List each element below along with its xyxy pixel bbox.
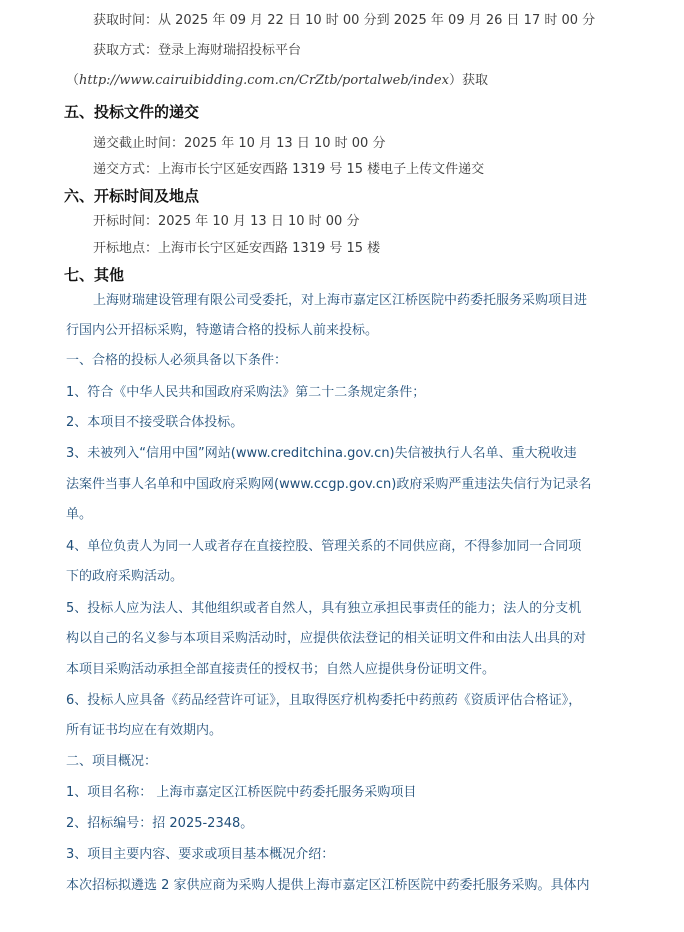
condition-6-line-2: 所有证书均应在有效期内。 <box>66 723 223 738</box>
project-name: 1、项目名称： 上海市嘉定区江桥医院中药委托服务采购项目 <box>66 785 417 800</box>
section-heading-other: 七、其他 <box>64 266 125 284</box>
tender-number: 2、招标编号：招 2025-2348。 <box>66 816 254 831</box>
condition-1: 1、符合《中华人民共和国政府采购法》第二十二条规定条件； <box>66 385 426 400</box>
condition-4-line-1: 4、单位负责人为同一人或者存在直接控股、管理关系的不同供应商，不得参加同一合同项 <box>66 539 582 554</box>
section-heading-opening: 六、开标时间及地点 <box>64 187 200 205</box>
condition-6-line-1: 6、投标人应具备《药品经营许可证》，且取得医疗机构委托中药煎药《资质评估合格证》， <box>66 693 582 708</box>
condition-5-line-2: 构以自己的名义参与本项目采购活动时，应提供依法登记的相关证明文件和由法人出具的对 <box>66 631 587 646</box>
condition-5-line-3: 本项目采购活动承担全部直接责任的授权书；自然人应提供身份证明文件。 <box>66 662 496 677</box>
condition-3-line-3: 单。 <box>66 507 93 522</box>
section-heading-submission: 五、投标文件的递交 <box>64 103 200 121</box>
condition-3-line-2: 法案件当事人名单和中国政府采购网(www.ccgp.gov.cn)政府采购严重违法失信行为记录名 <box>66 477 592 492</box>
submission-method: 递交方式：上海市长宁区延安西路 1319 号 15 楼电子上传文件递交 <box>93 162 485 177</box>
acquisition-url-line <box>66 72 488 90</box>
acquisition-method: 获取方式：登录上海财瑞招投标平台 <box>93 43 302 58</box>
intro-paragraph-line-2: 行国内公开招标采购，特邀请合格的投标人前来投标。 <box>66 323 379 338</box>
intro-paragraph-line-1: 上海财瑞建设管理有限公司受委托，对上海市嘉定区江桥医院中药委托服务采购项目进 <box>93 293 588 308</box>
condition-5-line-1: 5、投标人应为法人、其他组织或者自然人，具有独立承担民事责任的能力；法人的分支机 <box>66 601 582 616</box>
acquisition-time: 获取时间：从 2025 年 09 月 22 日 10 时 00 分到 2025 年 09 月 26 日 17 时 00 分 <box>93 13 596 28</box>
subsection-heading-overview: 二、项目概况： <box>66 754 158 769</box>
platform-url-link[interactable]: http://www.cairuibidding.com.cn/CrZtb/portalweb/index <box>79 73 449 88</box>
project-content-heading: 3、项目主要内容、要求或项目基本概况介绍： <box>66 847 335 862</box>
condition-4-line-2: 下的政府采购活动。 <box>66 569 184 584</box>
subsection-heading-qualifications: 一、合格的投标人必须具备以下条件： <box>66 353 288 368</box>
paren-open: （ <box>66 73 80 88</box>
condition-3-line-1: 3、未被列入“信用中国”网站(www.creditchina.gov.cn)失信被执行人名单、重大税收违 <box>66 446 577 461</box>
project-description-line: 本次招标拟遴选 2 家供应商为采购人提供上海市嘉定区江桥医院中药委托服务采购。具体内 <box>66 878 590 893</box>
opening-location: 开标地点：上海市长宁区延安西路 1319 号 15 楼 <box>93 241 381 256</box>
submission-deadline: 递交截止时间：2025 年 10 月 13 日 10 时 00 分 <box>93 136 386 151</box>
opening-time: 开标时间：2025 年 10 月 13 日 10 时 00 分 <box>93 214 360 229</box>
url-suffix: ）获取 <box>448 73 488 88</box>
condition-2: 2、本项目不接受联合体投标。 <box>66 415 244 430</box>
